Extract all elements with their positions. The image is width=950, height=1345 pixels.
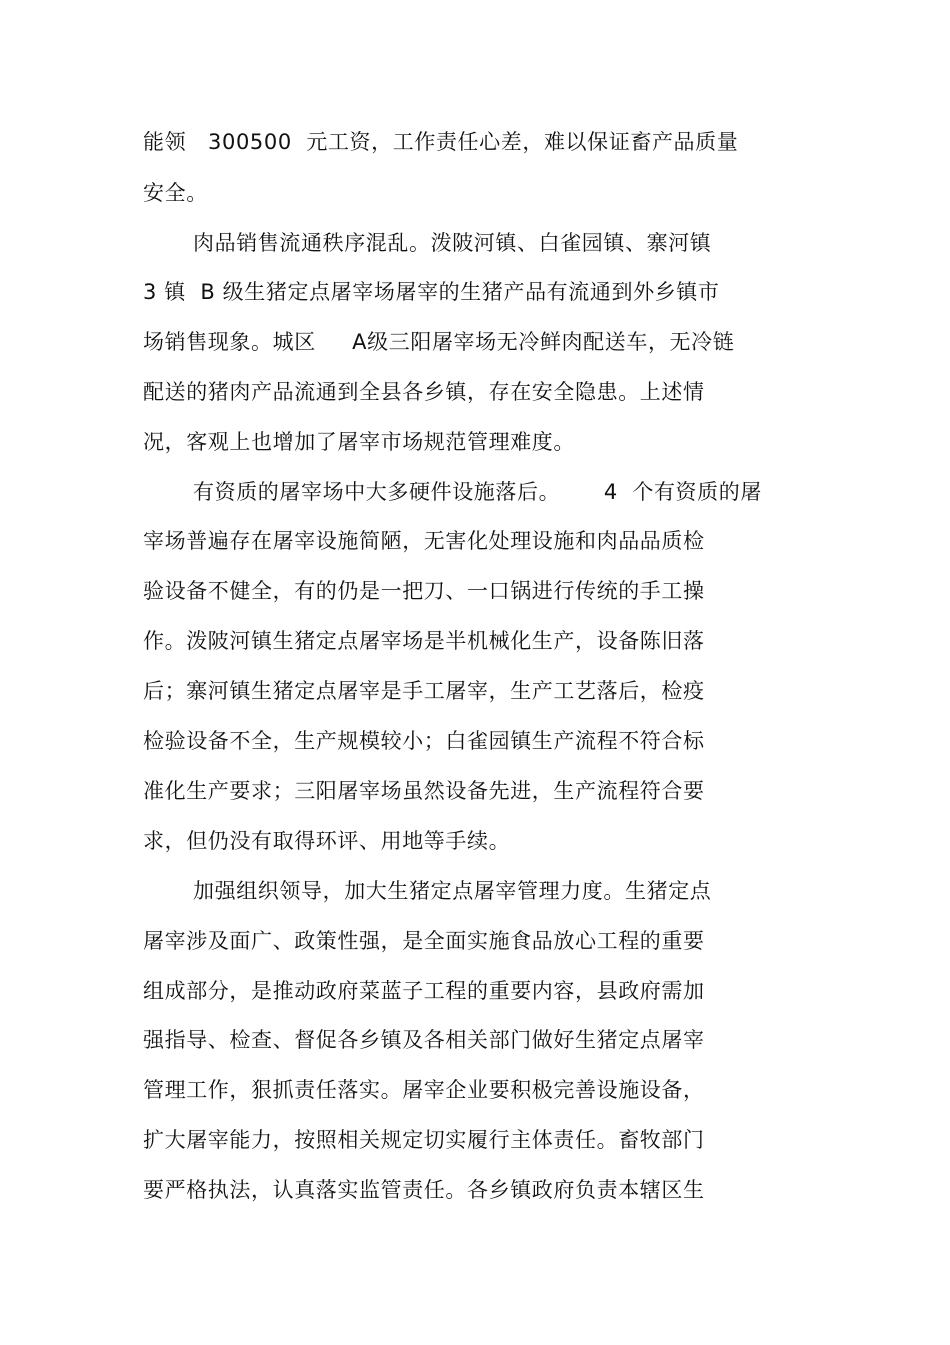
text-line: 要严格执法，认真落实监管责任。各乡镇政府负责本辖区生 <box>143 1178 705 1202</box>
text-line: 3 镇 B 级生猪定点屠宰场屠宰的生猪产品有流通到外乡镇市 <box>143 280 720 304</box>
text-line: 作。泼陂河镇生猪定点屠宰场是半机械化生产，设备陈旧落 <box>143 629 705 653</box>
text-line: 安全。 <box>143 181 208 205</box>
text-line: 管理工作，狠抓责任落实。屠宰企业要积极完善设施设备， <box>143 1078 705 1102</box>
paragraph-first-line: 有资质的屠宰场中大多硬件设施落后。 4 个有资质的屠 <box>193 480 762 504</box>
text-line: 组成部分，是推动政府菜蓝子工程的重要内容，县政府需加 <box>143 979 705 1003</box>
paragraph-first-line: 肉品销售流通秩序混乱。泼陂河镇、白雀园镇、寨河镇 <box>193 231 712 255</box>
text-line: 屠宰涉及面广、政策性强，是全面实施食品放心工程的重要 <box>143 929 705 953</box>
text-line: 强指导、检查、督促各乡镇及各相关部门做好生猪定点屠宰 <box>143 1028 705 1052</box>
paragraph-first-line: 加强组织领导，加大生猪定点屠宰管理力度。生猪定点 <box>193 879 712 903</box>
text-line: 宰场普遍存在屠宰设施简陋，无害化处理设施和肉品品质检 <box>143 529 705 553</box>
text-line: 况，客观上也增加了屠宰市场规范管理难度。 <box>143 430 575 454</box>
text-line: 场销售现象。城区 A级三阳屠宰场无冷鲜肉配送车，无冷链 <box>143 330 735 354</box>
text-line: 配送的猪肉产品流通到全县各乡镇，存在安全隐患。上述情 <box>143 380 705 404</box>
text-line: 扩大屠宰能力，按照相关规定切实履行主体责任。畜牧部门 <box>143 1128 705 1152</box>
text-line: 验设备不健全，有的仍是一把刀、一口锅进行传统的手工操 <box>143 579 705 603</box>
text-line: 检验设备不全，生产规模较小；白雀园镇生产流程不符合标 <box>143 729 705 753</box>
text-line: 能领 300500 元工资，工作责任心差，难以保证畜产品质量 <box>143 130 739 154</box>
text-line: 求，但仍没有取得环评、用地等手续。 <box>143 829 511 853</box>
text-line: 后；寨河镇生猪定点屠宰是手工屠宰，生产工艺落后，检疫 <box>143 679 705 703</box>
text-line: 准化生产要求；三阳屠宰场虽然设备先进，生产流程符合要 <box>143 779 705 803</box>
